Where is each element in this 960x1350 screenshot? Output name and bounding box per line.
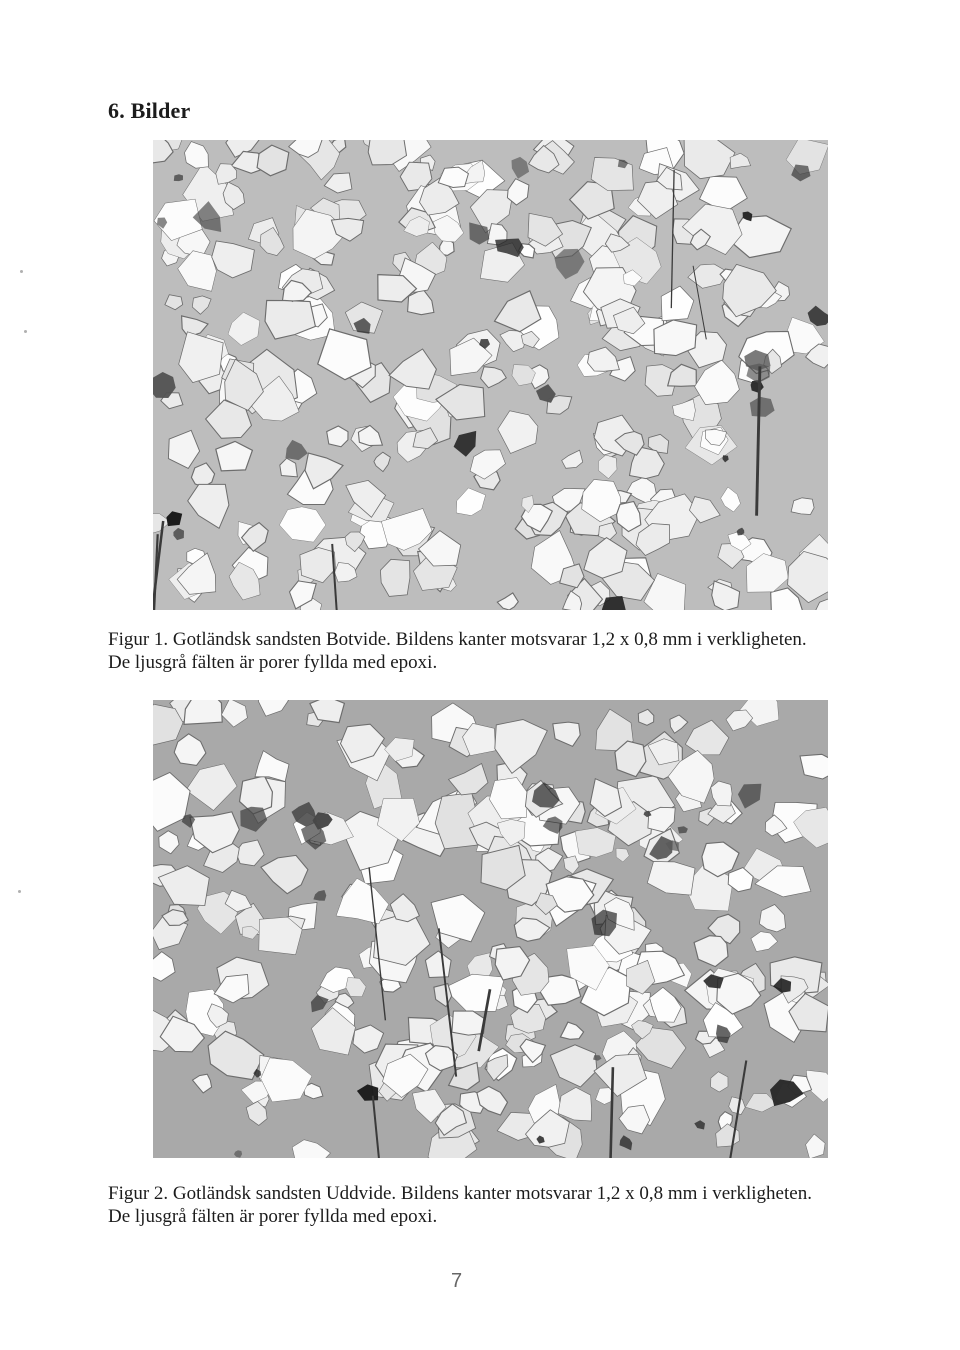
scan-speck (24, 330, 27, 333)
scan-speck (20, 270, 23, 273)
caption-line: Figur 2. Gotländsk sandsten Uddvide. Bildens kanter motsvarar 1,2 x 0,8 mm i verkligheten. (108, 1183, 812, 1204)
section-heading: 6. Bilder (108, 98, 191, 123)
caption-line: De ljusgrå fälten är porer fyllda med epoxi. (108, 652, 438, 673)
micrograph-image (153, 700, 828, 1158)
micrograph-uddvide (153, 700, 828, 1158)
dark-inclusion (174, 174, 183, 181)
quartz-grain (791, 498, 814, 515)
scan-speck (18, 890, 21, 893)
micrograph-botvide (153, 140, 828, 610)
page-number: 7 (451, 1270, 463, 1292)
caption-line: De ljusgrå fälten är porer fyllda med epoxi. (108, 1206, 438, 1227)
figure-1-caption (108, 628, 868, 674)
quartz-grain (184, 700, 222, 724)
micrograph-image (153, 140, 828, 610)
figure-2-caption (108, 1182, 868, 1228)
caption-line: Figur 1. Gotländsk sandsten Botvide. Bildens kanter motsvarar 1,2 x 0,8 mm i verkligheten. (108, 629, 807, 650)
